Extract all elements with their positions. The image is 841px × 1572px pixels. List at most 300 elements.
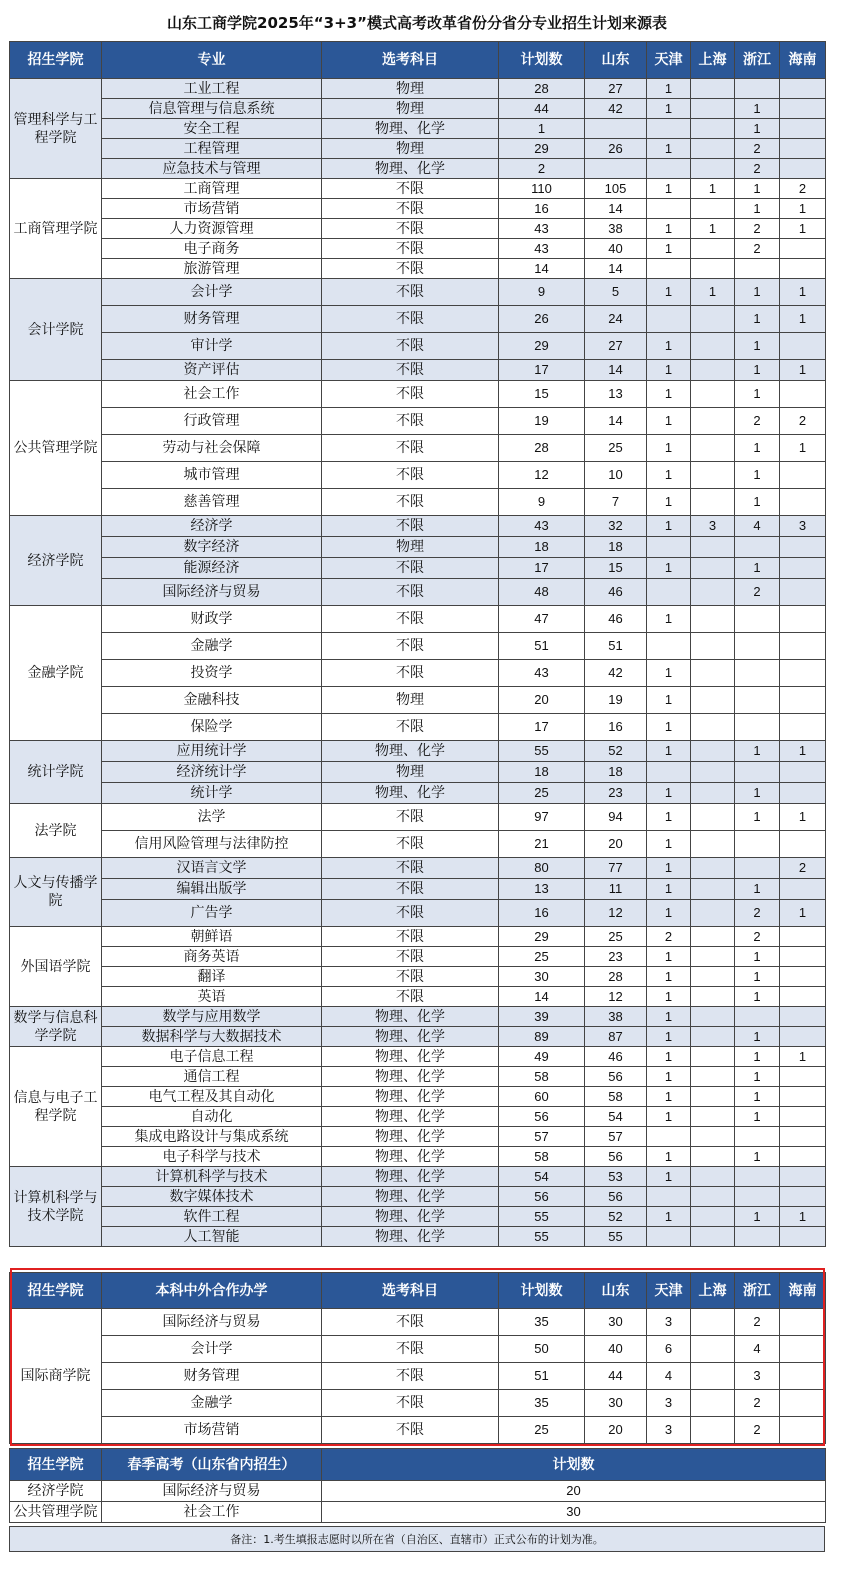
- hainan: [780, 462, 826, 489]
- hainan: [780, 1390, 826, 1417]
- tianjin: 1: [647, 1207, 691, 1227]
- shanghai: [691, 119, 735, 139]
- header-shanghai: 上海: [691, 42, 735, 79]
- hainan: 2: [780, 858, 826, 879]
- subjects: 物理: [322, 537, 499, 558]
- zhejiang: 1: [735, 804, 780, 831]
- plan-count: 28: [499, 435, 585, 462]
- shandong: 58: [585, 1087, 647, 1107]
- zhejiang: 1: [735, 741, 780, 762]
- table-row: [10, 1207, 826, 1227]
- tianjin: 1: [647, 1087, 691, 1107]
- tianjin: 1: [647, 987, 691, 1007]
- hainan: [780, 1309, 826, 1336]
- tianjin: 1: [647, 239, 691, 259]
- plan-count: 56: [499, 1107, 585, 1127]
- tianjin: [647, 762, 691, 783]
- shanghai: [691, 858, 735, 879]
- shandong: 40: [585, 1336, 647, 1363]
- hainan: [780, 239, 826, 259]
- hainan: 1: [780, 306, 826, 333]
- plan-count: 15: [499, 381, 585, 408]
- college-name: 管理科学与工程学院: [10, 79, 102, 179]
- hainan: 1: [780, 1047, 826, 1067]
- subjects: 不限: [322, 858, 499, 879]
- shandong: 105: [585, 179, 647, 199]
- shandong: 12: [585, 987, 647, 1007]
- tianjin: 1: [647, 408, 691, 435]
- table-row: [10, 462, 826, 489]
- zhejiang: 2: [735, 1390, 780, 1417]
- major: 资产评估: [102, 360, 322, 381]
- zhejiang: 1: [735, 879, 780, 900]
- tianjin: [647, 159, 691, 179]
- table-row: [10, 741, 826, 762]
- plan-count: 16: [499, 900, 585, 927]
- shanghai: [691, 579, 735, 606]
- plan-count: 29: [499, 139, 585, 159]
- major: 劳动与社会保障: [102, 435, 322, 462]
- plan-count: 49: [499, 1047, 585, 1067]
- shanghai: [691, 199, 735, 219]
- shandong: 44: [585, 1363, 647, 1390]
- college-name: 法学院: [10, 804, 102, 858]
- college-name: 外国语学院: [10, 927, 102, 1007]
- table-row: [10, 1027, 826, 1047]
- shandong: 25: [585, 927, 647, 947]
- hainan: [780, 879, 826, 900]
- hainan: [780, 1147, 826, 1167]
- table-row: [10, 537, 826, 558]
- subjects: 不限: [322, 489, 499, 516]
- major: 旅游管理: [102, 259, 322, 279]
- tianjin: 1: [647, 741, 691, 762]
- international-program-table: [9, 1272, 826, 1444]
- table-row: [10, 239, 826, 259]
- subjects: 物理、化学: [322, 1207, 499, 1227]
- shanghai: [691, 804, 735, 831]
- zhejiang: 1: [735, 1147, 780, 1167]
- shandong: 94: [585, 804, 647, 831]
- shandong: 46: [585, 606, 647, 633]
- shanghai: [691, 879, 735, 900]
- subjects: 物理、化学: [322, 1167, 499, 1187]
- plan-count: 17: [499, 360, 585, 381]
- zhejiang: 4: [735, 1336, 780, 1363]
- table-row: [10, 783, 826, 804]
- major: 财务管理: [102, 1363, 322, 1390]
- hainan: 1: [780, 1207, 826, 1227]
- tianjin: [647, 119, 691, 139]
- zhejiang: [735, 1167, 780, 1187]
- plan-count: 12: [499, 462, 585, 489]
- major: 工商管理: [102, 179, 322, 199]
- major: 软件工程: [102, 1207, 322, 1227]
- plan-count: 14: [499, 987, 585, 1007]
- table-row: [10, 259, 826, 279]
- plan-count: 51: [499, 633, 585, 660]
- spring-row: [10, 1502, 826, 1523]
- subjects: 物理: [322, 139, 499, 159]
- shandong: 57: [585, 1127, 647, 1147]
- hainan: [780, 381, 826, 408]
- subjects: 物理、化学: [322, 1047, 499, 1067]
- shandong: 38: [585, 1007, 647, 1027]
- zhejiang: 2: [735, 900, 780, 927]
- header-hainan: 海南: [780, 42, 826, 79]
- spring-plan-count: 20: [322, 1481, 826, 1502]
- shandong: 25: [585, 435, 647, 462]
- subjects: 物理、化学: [322, 741, 499, 762]
- shanghai: [691, 1336, 735, 1363]
- plan-count: 43: [499, 660, 585, 687]
- plan-count: 1: [499, 119, 585, 139]
- major: 自动化: [102, 1107, 322, 1127]
- major: 经济学: [102, 516, 322, 537]
- table-row: [10, 516, 826, 537]
- hainan: 1: [780, 360, 826, 381]
- table-row: [10, 159, 826, 179]
- tianjin: [647, 633, 691, 660]
- tianjin: 1: [647, 947, 691, 967]
- shanghai: [691, 99, 735, 119]
- major: 投资学: [102, 660, 322, 687]
- shanghai: [691, 987, 735, 1007]
- subjects: 物理、化学: [322, 1187, 499, 1207]
- major: 统计学: [102, 783, 322, 804]
- shandong: 27: [585, 79, 647, 99]
- tianjin: 1: [647, 99, 691, 119]
- hainan: [780, 947, 826, 967]
- hainan: [780, 606, 826, 633]
- hainan: 1: [780, 900, 826, 927]
- zhejiang: [735, 831, 780, 858]
- shandong: [585, 119, 647, 139]
- major: 金融学: [102, 1390, 322, 1417]
- plan-count: 13: [499, 879, 585, 900]
- zhejiang: [735, 1227, 780, 1247]
- tianjin: 1: [647, 1007, 691, 1027]
- plan-count: 21: [499, 831, 585, 858]
- plan-count: 55: [499, 741, 585, 762]
- shandong: 23: [585, 783, 647, 804]
- college-name: 统计学院: [10, 741, 102, 804]
- subjects: 不限: [322, 1417, 499, 1444]
- zhejiang: [735, 762, 780, 783]
- major: 工业工程: [102, 79, 322, 99]
- table-row: [10, 219, 826, 239]
- shanghai: [691, 831, 735, 858]
- zhejiang: [735, 606, 780, 633]
- shanghai: [691, 259, 735, 279]
- zhejiang: 1: [735, 279, 780, 306]
- tianjin: 1: [647, 179, 691, 199]
- intl-row: [10, 1363, 826, 1390]
- college-name: 人文与传播学院: [10, 858, 102, 927]
- tianjin: 1: [647, 879, 691, 900]
- major: 社会工作: [102, 381, 322, 408]
- subjects: 不限: [322, 967, 499, 987]
- shanghai: [691, 1147, 735, 1167]
- zhejiang: 1: [735, 967, 780, 987]
- shanghai: [691, 687, 735, 714]
- intl-header-shanghai: 上海: [691, 1273, 735, 1309]
- shanghai: [691, 333, 735, 360]
- shanghai: [691, 1309, 735, 1336]
- hainan: [780, 537, 826, 558]
- tianjin: 1: [647, 1167, 691, 1187]
- plan-count: 17: [499, 714, 585, 741]
- table-row: [10, 927, 826, 947]
- zhejiang: 1: [735, 987, 780, 1007]
- spring-row: [10, 1481, 826, 1502]
- intl-header-zhejiang: 浙江: [735, 1273, 780, 1309]
- zhejiang: [735, 1127, 780, 1147]
- subjects: 物理、化学: [322, 783, 499, 804]
- major: 人力资源管理: [102, 219, 322, 239]
- shanghai: [691, 239, 735, 259]
- shandong: 18: [585, 537, 647, 558]
- document-title: 山东工商学院2025年“3+3”模式高考改革省份分省分专业招生计划来源表: [167, 14, 667, 32]
- subjects: 物理: [322, 687, 499, 714]
- major: 信用风险管理与法律防控: [102, 831, 322, 858]
- plan-count: 56: [499, 1187, 585, 1207]
- intl-header-shandong: 山东: [585, 1273, 647, 1309]
- tianjin: 1: [647, 333, 691, 360]
- shandong: 16: [585, 714, 647, 741]
- subjects: 不限: [322, 360, 499, 381]
- tianjin: 1: [647, 360, 691, 381]
- zhejiang: 1: [735, 360, 780, 381]
- tianjin: 6: [647, 1336, 691, 1363]
- tianjin: 1: [647, 1107, 691, 1127]
- shandong: 24: [585, 306, 647, 333]
- header-tianjin: 天津: [647, 42, 691, 79]
- major: 金融学: [102, 633, 322, 660]
- zhejiang: 1: [735, 1067, 780, 1087]
- shanghai: [691, 1227, 735, 1247]
- shanghai: [691, 139, 735, 159]
- plan-count: 28: [499, 79, 585, 99]
- table-row: [10, 1167, 826, 1187]
- shandong: 42: [585, 660, 647, 687]
- subjects: 物理: [322, 762, 499, 783]
- table-row: [10, 947, 826, 967]
- plan-count: 9: [499, 489, 585, 516]
- college-name: 经济学院: [10, 516, 102, 606]
- table-row: [10, 633, 826, 660]
- shanghai: [691, 1363, 735, 1390]
- major: 应急技术与管理: [102, 159, 322, 179]
- zhejiang: 1: [735, 1027, 780, 1047]
- hainan: [780, 660, 826, 687]
- shandong: 56: [585, 1147, 647, 1167]
- tianjin: [647, 306, 691, 333]
- major: 国际经济与贸易: [102, 1309, 322, 1336]
- hainan: [780, 489, 826, 516]
- plan-count: 54: [499, 1167, 585, 1187]
- header-college: 招生学院: [10, 42, 102, 79]
- subjects: 不限: [322, 558, 499, 579]
- shandong: 30: [585, 1309, 647, 1336]
- plan-count: 19: [499, 408, 585, 435]
- plan-count: 17: [499, 558, 585, 579]
- shandong: 14: [585, 199, 647, 219]
- shandong: 40: [585, 239, 647, 259]
- plan-count: 89: [499, 1027, 585, 1047]
- tianjin: 1: [647, 804, 691, 831]
- intl-college-name: 国际商学院: [10, 1309, 102, 1444]
- subjects: 不限: [322, 462, 499, 489]
- plan-count: 20: [499, 687, 585, 714]
- shanghai: [691, 435, 735, 462]
- table-row: [10, 858, 826, 879]
- header-zhejiang: 浙江: [735, 42, 780, 79]
- shandong: 52: [585, 1207, 647, 1227]
- plan-count: 110: [499, 179, 585, 199]
- table-row: [10, 489, 826, 516]
- spring-program: 国际经济与贸易: [102, 1481, 322, 1502]
- table-row: [10, 687, 826, 714]
- tianjin: 1: [647, 714, 691, 741]
- hainan: [780, 1027, 826, 1047]
- zhejiang: 1: [735, 333, 780, 360]
- hainan: [780, 1107, 826, 1127]
- hainan: [780, 1227, 826, 1247]
- major: 人工智能: [102, 1227, 322, 1247]
- hainan: [780, 987, 826, 1007]
- hainan: [780, 1417, 826, 1444]
- tianjin: 1: [647, 435, 691, 462]
- tianjin: 1: [647, 1047, 691, 1067]
- plan-count: 9: [499, 279, 585, 306]
- shanghai: [691, 306, 735, 333]
- plan-count: 35: [499, 1390, 585, 1417]
- zhejiang: 4: [735, 516, 780, 537]
- intl-header-plan-count: 计划数: [499, 1273, 585, 1309]
- shandong: 23: [585, 947, 647, 967]
- shanghai: [691, 360, 735, 381]
- shanghai: [691, 967, 735, 987]
- shanghai: [691, 947, 735, 967]
- zhejiang: 1: [735, 306, 780, 333]
- zhejiang: 1: [735, 199, 780, 219]
- major: 数学与应用数学: [102, 1007, 322, 1027]
- hainan: [780, 259, 826, 279]
- major: 广告学: [102, 900, 322, 927]
- college-name: 金融学院: [10, 606, 102, 741]
- shandong: 28: [585, 967, 647, 987]
- subjects: 不限: [322, 947, 499, 967]
- zhejiang: [735, 1187, 780, 1207]
- major: 安全工程: [102, 119, 322, 139]
- table-row: [10, 579, 826, 606]
- college-name: 计算机科学与技术学院: [10, 1167, 102, 1247]
- tianjin: [647, 1127, 691, 1147]
- college-name: 会计学院: [10, 279, 102, 381]
- zhejiang: [735, 687, 780, 714]
- subjects: 不限: [322, 714, 499, 741]
- subjects: 不限: [322, 199, 499, 219]
- shanghai: [691, 714, 735, 741]
- subjects: 物理: [322, 79, 499, 99]
- tianjin: 4: [647, 1363, 691, 1390]
- table-header-row: [10, 42, 826, 79]
- major: 金融科技: [102, 687, 322, 714]
- table-row: [10, 306, 826, 333]
- subjects: 物理、化学: [322, 1127, 499, 1147]
- hainan: [780, 783, 826, 804]
- shandong: 46: [585, 1047, 647, 1067]
- tianjin: 1: [647, 139, 691, 159]
- shanghai: [691, 1027, 735, 1047]
- zhejiang: 1: [735, 99, 780, 119]
- shandong: 19: [585, 687, 647, 714]
- table-row: [10, 1227, 826, 1247]
- shanghai: [691, 79, 735, 99]
- college-name: 数学与信息科学学院: [10, 1007, 102, 1047]
- header-subjects: 选考科目: [322, 42, 499, 79]
- tianjin: [647, 259, 691, 279]
- shanghai: 1: [691, 179, 735, 199]
- plan-count: 25: [499, 783, 585, 804]
- shanghai: 1: [691, 219, 735, 239]
- zhejiang: [735, 537, 780, 558]
- major: 翻译: [102, 967, 322, 987]
- plan-count: 30: [499, 967, 585, 987]
- tianjin: 1: [647, 783, 691, 804]
- subjects: 不限: [322, 900, 499, 927]
- footnote: 备注：1.考生填报志愿时以所在省（自治区、直辖市）正式公布的计划为准。: [9, 1526, 825, 1552]
- tianjin: 1: [647, 381, 691, 408]
- subjects: 不限: [322, 333, 499, 360]
- shandong: 15: [585, 558, 647, 579]
- table-row: [10, 967, 826, 987]
- table-row: [10, 139, 826, 159]
- hainan: 1: [780, 435, 826, 462]
- subjects: 不限: [322, 179, 499, 199]
- tianjin: 1: [647, 219, 691, 239]
- tianjin: 1: [647, 516, 691, 537]
- plan-count: 35: [499, 1309, 585, 1336]
- shanghai: [691, 1167, 735, 1187]
- table-row: [10, 606, 826, 633]
- table-row: [10, 79, 826, 99]
- plan-count: 25: [499, 1417, 585, 1444]
- table-row: [10, 762, 826, 783]
- tianjin: [647, 1187, 691, 1207]
- hainan: [780, 139, 826, 159]
- major: 市场营销: [102, 1417, 322, 1444]
- plan-count: 39: [499, 1007, 585, 1027]
- intl-header-row: [10, 1273, 826, 1309]
- table-row: [10, 1087, 826, 1107]
- major: 信息管理与信息系统: [102, 99, 322, 119]
- plan-count: 57: [499, 1127, 585, 1147]
- subjects: 物理、化学: [322, 1227, 499, 1247]
- subjects: 物理、化学: [322, 1067, 499, 1087]
- shanghai: [691, 1207, 735, 1227]
- shanghai: [691, 1107, 735, 1127]
- subjects: 物理、化学: [322, 1007, 499, 1027]
- hainan: [780, 714, 826, 741]
- tianjin: 1: [647, 79, 691, 99]
- shanghai: [691, 927, 735, 947]
- major: 计算机科学与技术: [102, 1167, 322, 1187]
- plan-count: 48: [499, 579, 585, 606]
- tianjin: 1: [647, 967, 691, 987]
- subjects: 物理: [322, 99, 499, 119]
